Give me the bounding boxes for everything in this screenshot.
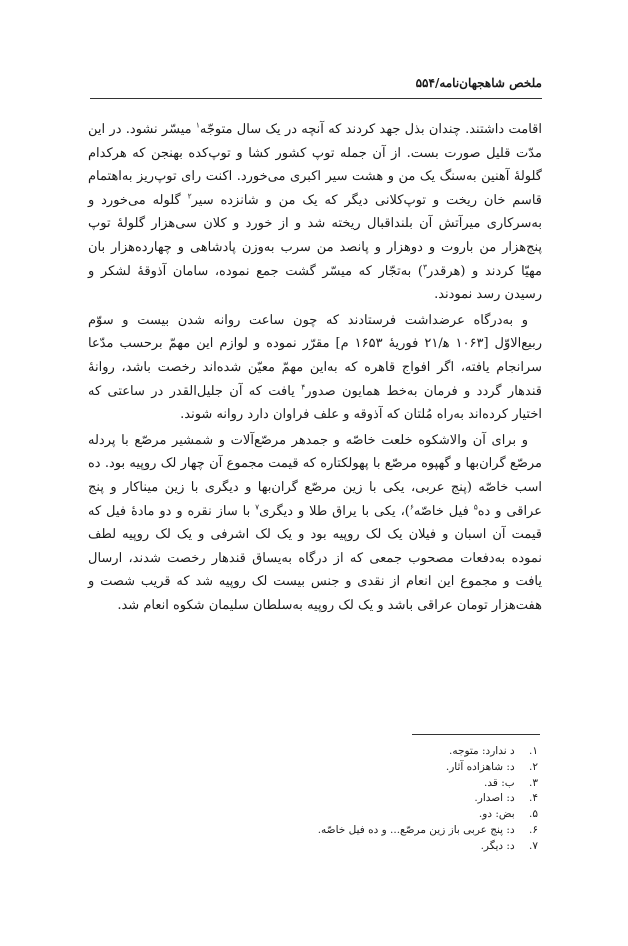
footnote	[238, 744, 538, 760]
footnote-number: ۳.	[529, 776, 538, 789]
running-header	[90, 72, 542, 99]
footnote	[238, 839, 538, 855]
footnote-text: د ندارد: متوجه.	[448, 745, 515, 757]
footnote-number: ۱.	[529, 745, 538, 757]
text-run: )، یکی با یراق طلا و دیگری	[259, 503, 410, 519]
footnote	[238, 760, 538, 776]
footnote-text: ب: قد.	[484, 776, 515, 789]
body-text	[88, 118, 542, 617]
footnote-number: ۲.	[529, 760, 538, 773]
footnote-marker: ۴	[301, 382, 306, 392]
running-title: ملخص شاهجهان‌نامه/۵۵۴	[415, 76, 542, 90]
footnote-marker: ۱	[195, 120, 200, 130]
text-run: با ساز نقره و دو مادهٔ فیل که قیمت آن اسبان و فیلان یک لک روپیه بود و یک لک اشرفی و یک لک روپیه لطف نموده به‌دفعات مصحوب جمعی که از درگاه به‌یساق قندهار رخصت شدند، ارسال یافت و مجموع این انعام از نقدی و جنس بیست لک روپیه شد که قریب شصت و هفت‌هزار تومان عراقی باشد و یک لک روپیه به‌سلطان سلیمان شکوه انعام شد.	[88, 503, 542, 613]
footnote-text: بض: دو.	[478, 808, 515, 821]
paragraph	[88, 309, 542, 427]
footnote	[238, 776, 538, 792]
footnote-number: ۶.	[529, 823, 538, 836]
footnote-number: ۷.	[529, 839, 538, 852]
text-run: و به‌درگاه عرضداشت فرستادند که چون ساعت روانه شدن بیست و سوّم ربیع‌الاوّل [۱۰۶۳ ه‍/۲۱ فوریهٔ ۱۶۵۳ م] مقرّر نموده و لوازم این مهمّ برحسب مدّعا سرانجام یافته، اگر افواج قاهره که به‌این مهمّ معیّن شده‌اند رخصت باشد، روانهٔ قندهار گردد و فرمان به‌خط همایون صدور	[88, 312, 543, 399]
text-run: فیل خاصّه	[413, 503, 474, 519]
footnote-divider	[412, 734, 540, 735]
footnote	[238, 791, 538, 807]
text-run: اقامت داشتند. چندان بذل جهد کردند که آنچه در یک سال متوجّه	[199, 122, 542, 137]
footnote-text: د: شاهزاده آثار.	[445, 760, 515, 773]
footnote-number: ۴.	[529, 792, 538, 805]
text-run: ) به‌تجّار که میسّر گشت جمع نموده، سامان آذوقهٔ لشکر و رسیدن رسد نمودند.	[88, 263, 542, 303]
footnote-number: ۵.	[529, 808, 538, 821]
text-run: میسّر نشود. در این مدّت قلیل صورت بست. از آن جمله توپ کشور کشا و توپ‌کده بهنجن که هرکدام گلولهٔ آهنین به‌سنگ یک من و هشت سیر اکبری می‌خورد. اکنت رای توپ‌ریز به‌اهتمام قاسم خان ریخت و توپ‌کلانی دیگر که یک من و شانزده سیر	[88, 122, 542, 208]
footnote-marker: ۶	[409, 502, 414, 512]
footnote	[238, 823, 538, 839]
paragraph	[88, 118, 542, 307]
footnote-text: د: پنج عربی باز زین مرصّع... و ده فیل خاصّه.	[317, 823, 515, 836]
footnote-marker: ۳	[422, 262, 428, 272]
text-run: و برای آن والاشکوه خلعت خاصّه و جمدهر مرصّع‌آلات و شمشیر مرصّع با پردله مرصّع گران‌بها و گهپوه مرصّع با پهولکتاره که قیمت مجموع آن چهار لک روپیه بود. ده اسب خاصّه (پنج عربی، یکی با زین مرصّع گران‌بها و دیگری با زین میناکار و پنج عراقی و ده	[88, 432, 542, 519]
footnote	[238, 807, 538, 823]
footnote-text: د: دیگر.	[480, 839, 515, 852]
text-run: یافت که آن جلیل‌القدر در ساعتی که اختیار کرده‌اند به‌راه مُلتان که آذوقه و علف فراوان دارد روانه شوند.	[88, 383, 542, 423]
footnotes	[238, 744, 538, 855]
footnote-marker: ۲	[187, 191, 192, 201]
footnote-marker: ۵	[473, 502, 478, 512]
footnote-marker: ۷	[255, 502, 260, 512]
text-run: گلوله می‌خورد و به‌سرکاری میرآتش آن بلنداقبال ریخته شد و از خورد و کلان سی‌هزار گلولهٔ توپ پنج‌هزار من باروت و دوهزار و پانصد من سرب به‌وزن پادشاهی و چهارده‌هزار بان مهیّا کردند و (هرقدر	[88, 192, 543, 279]
paragraph	[88, 429, 542, 618]
footnote-text: د: اصدار.	[474, 792, 515, 805]
